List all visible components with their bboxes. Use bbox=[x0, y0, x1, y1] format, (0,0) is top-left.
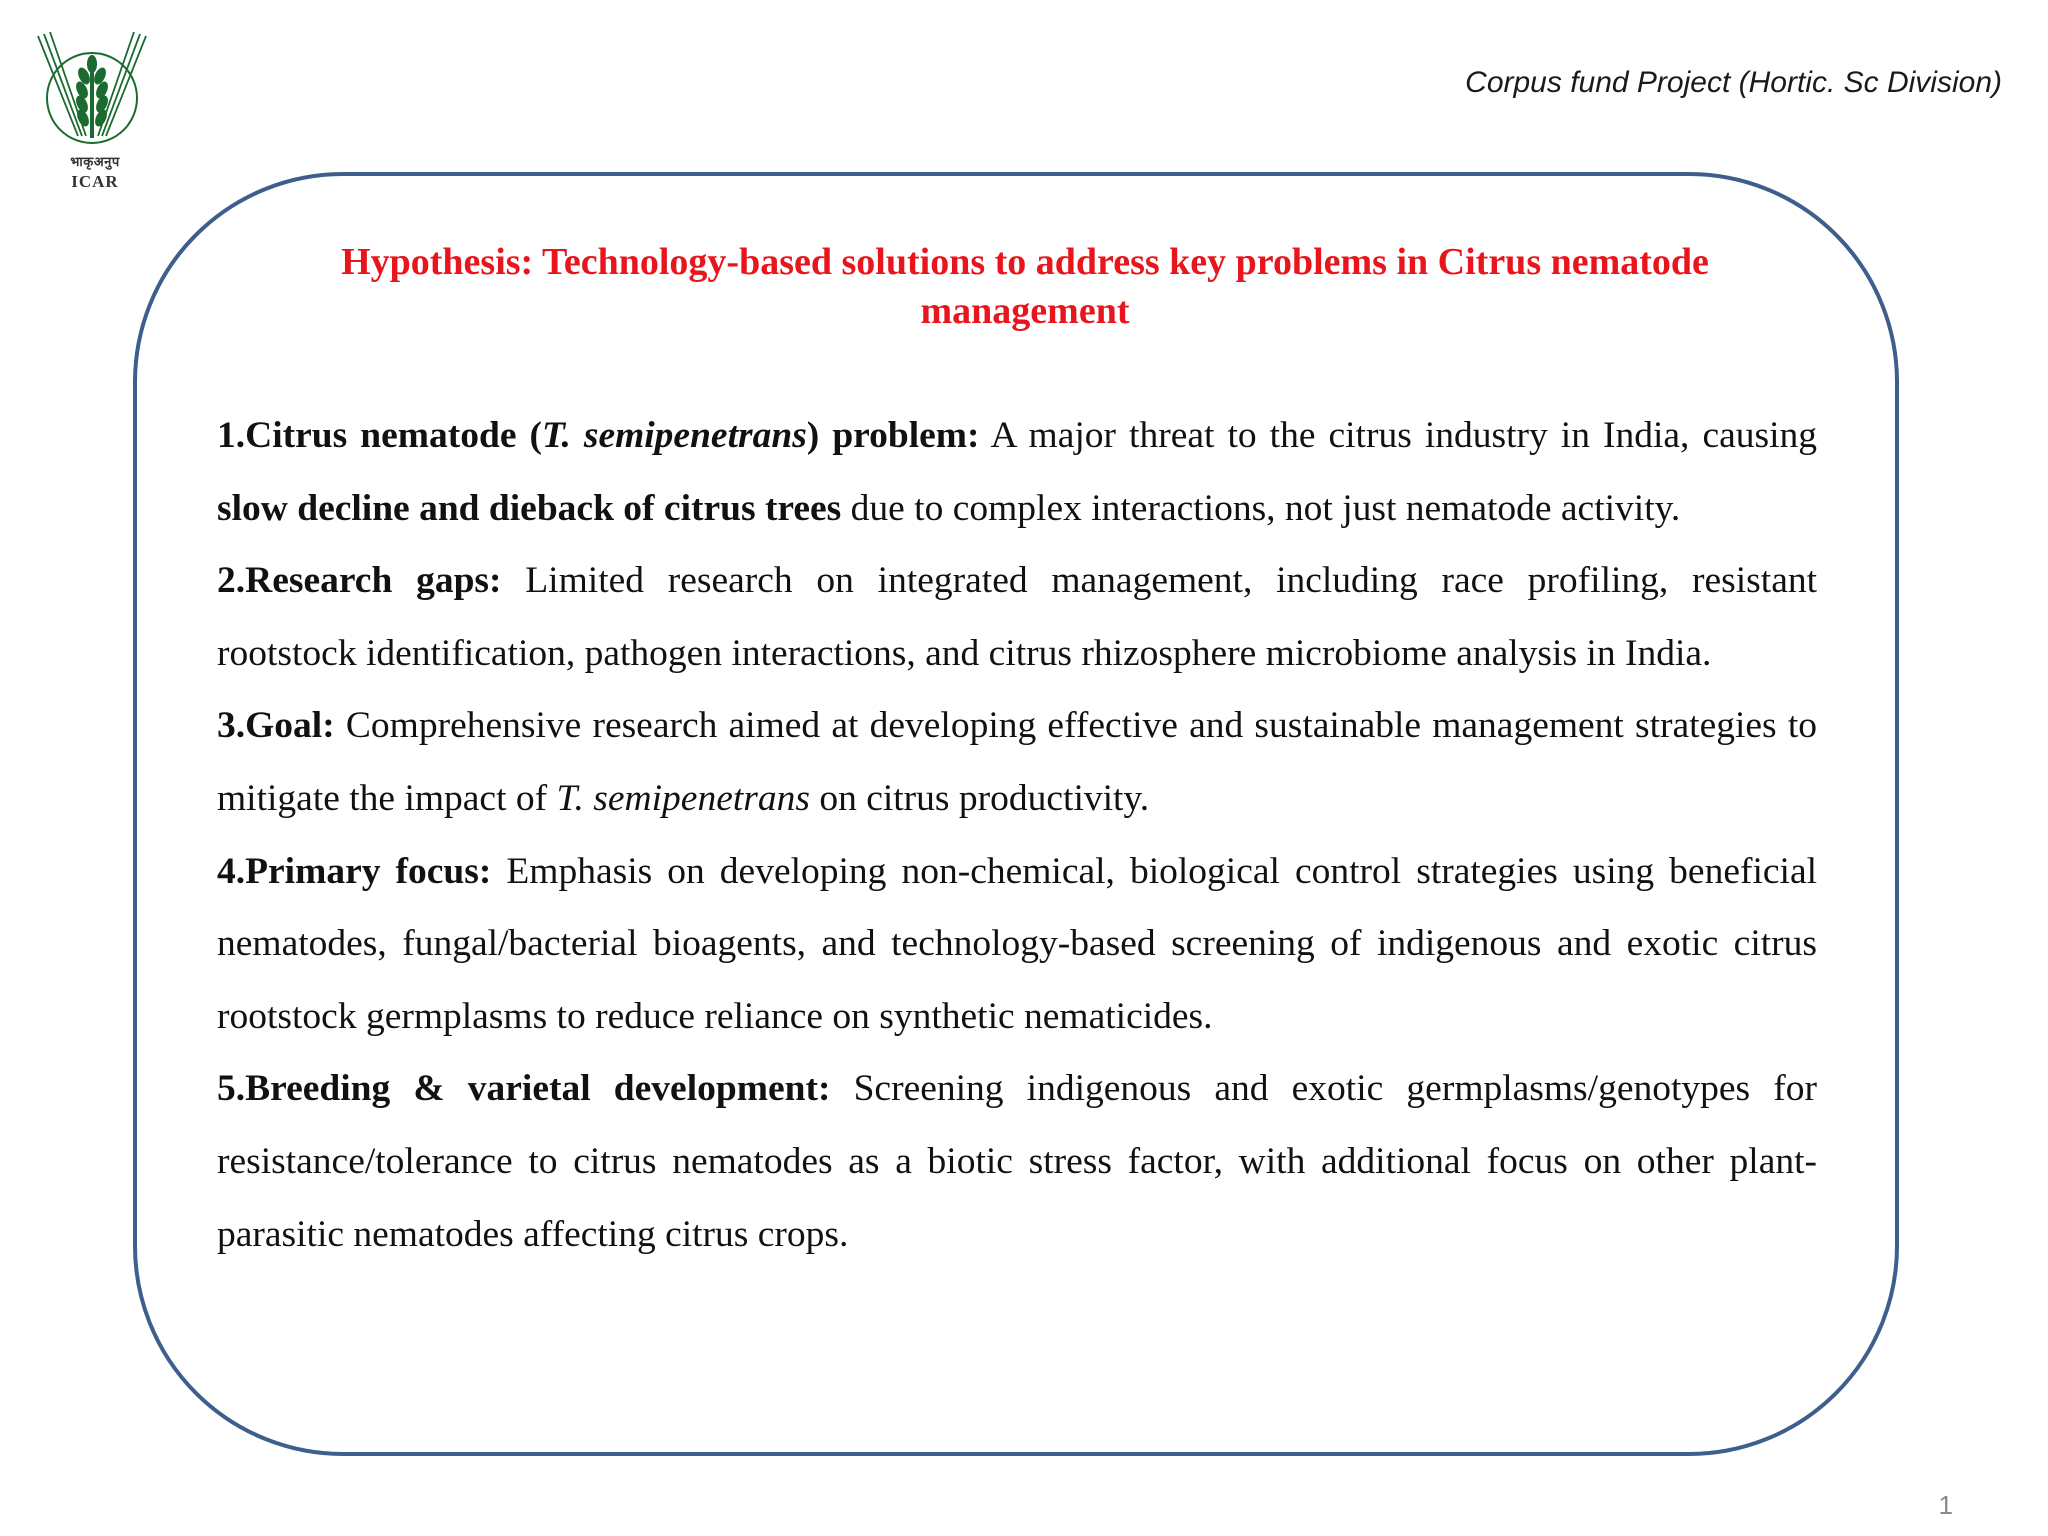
point-lead: Goal: bbox=[245, 705, 335, 747]
point-4 bbox=[217, 836, 1817, 1054]
page-number: 1 bbox=[1938, 1490, 1953, 1520]
point-text: A major threat to the citrus industry in India, causing bbox=[979, 415, 1817, 456]
point-lead: Breeding & varietal development: bbox=[245, 1068, 831, 1110]
point-1 bbox=[217, 400, 1817, 545]
point-2 bbox=[217, 545, 1817, 690]
wheat-emblem-icon bbox=[30, 26, 160, 151]
point-text: Emphasis on developing non-chemical, biological control strategies using beneficial nematodes, fungal/bacterial bioagents, and technology-based screening of indigenous and exotic citrus rootstock germplasms to reduce reliance on synthetic nematicides. bbox=[217, 850, 1818, 1037]
point-number: 5. bbox=[217, 1068, 246, 1110]
icar-logo bbox=[30, 26, 160, 196]
logo-hindi-text: भाकृअनुप bbox=[70, 155, 120, 170]
species-name: T. semipenetrans bbox=[556, 777, 810, 819]
point-number: 4. bbox=[217, 850, 246, 892]
point-emphasis: slow decline and dieback of citrus trees bbox=[217, 487, 842, 529]
point-lead: Primary focus: bbox=[245, 850, 492, 892]
species-name: T. semipenetrans bbox=[541, 415, 807, 456]
point-5 bbox=[217, 1053, 1817, 1271]
point-text: Limited research on integrated management, including race profiling, resistant rootstock identification, pathogen interactions, and citrus rhizosphere microbiome analysis in India. bbox=[217, 560, 1818, 674]
slide-heading: Hypothesis: Technology-based solutions to address key problems in Citrus nematode management bbox=[341, 241, 1709, 332]
logo-english-text: ICAR bbox=[71, 172, 119, 191]
point-text: Screening indigenous and exotic germplasms/genotypes for resistance/tolerance to citrus nematodes as a biotic stress factor, with additional focus on other plant-parasitic nematodes affecting citrus crops. bbox=[217, 1068, 1817, 1255]
point-lead: Research gaps: bbox=[245, 560, 502, 602]
point-lead: Citrus nematode ( bbox=[245, 415, 542, 456]
point-text: Comprehensive research aimed at developing effective and sustainable management strategies to mitigate the impact of bbox=[217, 705, 1817, 819]
point-text: due to complex interactions, not just nematode activity. bbox=[841, 487, 1681, 529]
point-number: 2. bbox=[217, 560, 246, 602]
point-lead: ) problem: bbox=[806, 415, 980, 456]
point-number: 1. bbox=[217, 415, 246, 456]
point-number: 3. bbox=[217, 705, 246, 747]
points-list bbox=[217, 400, 1817, 1271]
project-title: Corpus fund Project (Hortic. Sc Division) bbox=[1465, 66, 2002, 99]
point-text: on citrus productivity. bbox=[809, 777, 1150, 819]
point-3 bbox=[217, 690, 1817, 835]
